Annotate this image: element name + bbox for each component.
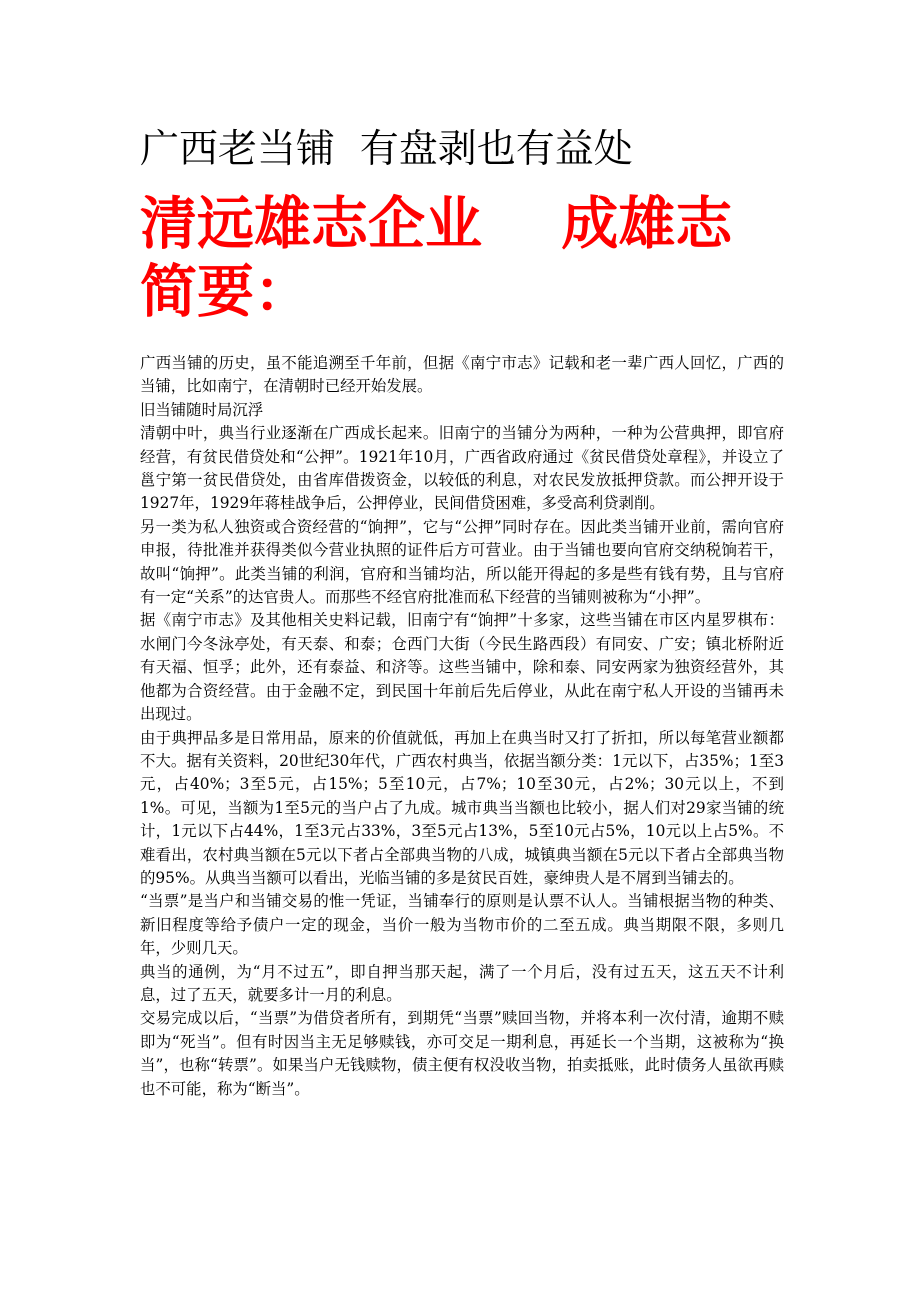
- paragraph-redemption: 交易完成以后，“当票”为借贷者所有，到期凭“当票”赎回当物，并将本利一次付清，逾期不赎即为“死当”。但有时因当主无足够赎钱，亦可交足一期利息，再延长一个当期，这被称为“换当”，也称“转票”。如果当户无钱赎物，债主便有权没收当物，拍卖抵账，此时债务人虽欲再赎也不可能，称为“断当”。: [140, 1009, 784, 1098]
- paragraph-public-pawn: 清朝中叶，典当行业逐渐在广西成长起来。旧南宁的当铺分为两种，一种为公营典押，即官府经营，有贫民借贷处和“公押”。1921年10月，广西省政府通过《贫民借贷处章程》，并设立了邕宁第一贫民借贷处，由省库借拨资金，以较低的利息，对农民发放抵押贷款。而公押开设于1927年，1929年蒋桂战争后，公押停业，民间借贷困难，多受高利贷剥削。: [140, 424, 784, 513]
- paragraph-intro: 广西当铺的历史，虽不能追溯至千年前，但据《南宁市志》记载和老一辈广西人回忆，广西的当铺，比如南宁，在清朝时已经开始发展。: [140, 354, 784, 396]
- red-headline-line-1: 清远雄志企业 成雄志: [140, 191, 733, 257]
- red-headline-line-2: 简要：: [140, 259, 311, 325]
- page-title: 广西老当铺 有盘剥也有益处: [140, 127, 633, 172]
- paragraph-pawn-ticket: “当票”是当户和当铺交易的惟一凭证，当铺奉行的原则是认票不认人。当铺根据当物的种类、新旧程度等给予债户一定的现金，当价一般为当物市价的二至五成。典当期限不限，多则几年，少则几天。: [140, 892, 784, 958]
- paragraph-pawn-amounts: 由于典押品多是日常用品，原来的价值就低，再加上在典当时又打了折扣，所以每笔营业额都不大。据有关资料，20世纪30年代，广西农村典当，依据当额分类：1元以下，占35%；1至3元，占40%；3至5元，占15%；5至10元，占7%；10至30元，占2%；30元以上，不到1%。可见，当额为1至5元的当户占了九成。城市典当当额也比较小，据人们对29家当铺的统计，1元以下占44%，1至3元占33%，3至5元占13%，5至10元占5%，10元以上占5%。不难看出，农村典当额在5元以下者占全部典当物的八成，城镇典当额在5元以下者占全部典当物的95%。从典当当额可以看出，光临当铺的多是贫民百姓，豪绅贵人是不屑到当铺去的。: [140, 728, 784, 887]
- section-subheading: 旧当铺随时局沉浮: [140, 400, 264, 419]
- paragraph-private-pawn: 另一类为私人独资或合资经营的“饷押”，它与“公押”同时存在。因此类当铺开业前，需向官府申报，待批准并获得类似今营业执照的证件后方可营业。由于当铺也要向官府交纳税饷若干，故叫“饷押”。此类当铺的利润，官府和当铺均沾，所以能开得起的多是些有钱有势，且与官府有一定“关系”的达官贵人。而那些不经官府批准而私下经营的当铺则被称为“小押”。: [140, 517, 784, 607]
- article-body: [140, 352, 784, 1101]
- paragraph-pawn-rule: 典当的通例，为“月不过五”，即自押当那天起，满了一个月后，没有过五天，这五天不计利息，过了五天，就要多计一月的利息。: [140, 962, 784, 1004]
- paragraph-pawnshop-list: 据《南宁市志》及其他相关史料记载，旧南宁有“饷押”十多家，这些当铺在市区内星罗棋布：水闸门今冬泳亭处，有天泰、和泰；仓西门大街（今民生路西段）有同安、广安；镇北桥附近有天福、恒孚；此外，还有泰益、和济等。这些当铺中，除和泰、同安两家为独资经营外，其他都为合资经营。由于金融不定，到民国十年前后先后停业，从此在南宁私人开设的当铺再未出现过。: [140, 611, 784, 724]
